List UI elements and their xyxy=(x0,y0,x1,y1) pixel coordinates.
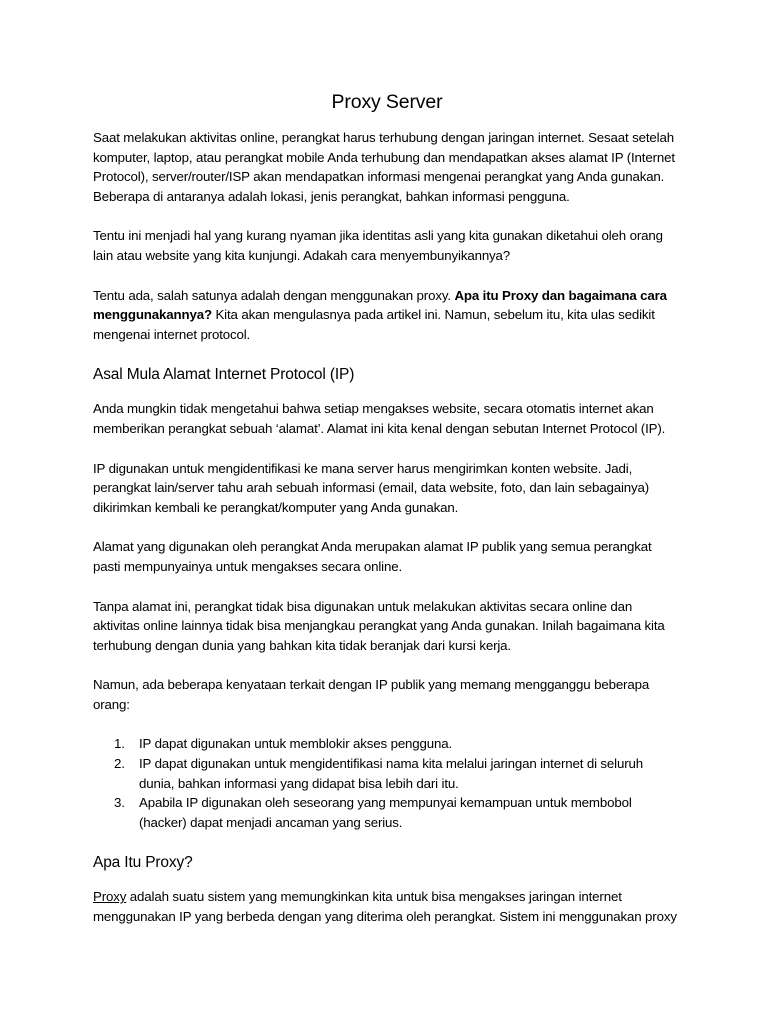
document-title: Proxy Server xyxy=(331,91,443,113)
document-content xyxy=(93,89,681,947)
intro-paragraph-3 xyxy=(93,286,681,345)
list-item xyxy=(93,754,681,793)
section-heading-what-is-proxy: Apa Itu Proxy? xyxy=(93,854,193,872)
intro-paragraph-2: Tentu ini menjadi hal yang kurang nyaman jika identitas asli yang kita gunakan diketahui oleh orang lain atau website yang kita kunjungi. Adakah cara menyembunyikannya? xyxy=(93,228,663,263)
list-item-number: 3. xyxy=(114,795,125,811)
list-item-text: IP dapat digunakan untuk memblokir akses pengguna. xyxy=(139,736,453,752)
section1-paragraph-1: Anda mungkin tidak mengetahui bahwa setiap mengakses website, secara otomatis internet akan memberikan perangkat sebuah ‘alamat’. Alamat ini kita kenal dengan sebutan Internet Protocol (IP). xyxy=(93,401,666,436)
section1-paragraph-2: IP digunakan untuk mengidentifikasi ke mana server harus mengirimkan konten website. Jadi, perangkat lain/server tahu arah sebuah informasi (email, data website, foto, dan lain sebagainya) dikirimkan kembali ke perangkat/komputer yang Anda gunakan. xyxy=(93,460,650,515)
section2-paragraph-1 xyxy=(93,887,681,926)
section2-paragraph-1-rest: adalah suatu sistem yang memungkinkan kita untuk bisa mengakses jaringan internet menggunakan IP yang berbeda dengan yang diterima oleh perangkat. Sistem ini menggunakan proxy xyxy=(93,889,677,925)
list-item xyxy=(93,734,681,754)
intro-paragraph-1: Saat melakukan aktivitas online, perangkat harus terhubung dengan jaringan internet. Sesaat setelah komputer, laptop, atau perangkat mobile Anda terhubung dan mendapatkan akses alamat IP (Internet Protocol), server/router/ISP akan mendapatkan informasi mengenai perangkat yang Anda gunakan. Beberapa di antaranya adalah lokasi, jenis perangkat, bahkan informasi pengguna. xyxy=(93,130,675,204)
list-item-number: 2. xyxy=(114,756,125,772)
list-item-text: Apabila IP digunakan oleh seseorang yang mempunyai kemampuan untuk membobol (hacker) dapat menjadi ancaman yang serius. xyxy=(139,795,632,830)
section-heading-ip-origin: Asal Mula Alamat Internet Protocol (IP) xyxy=(93,366,355,384)
list-item-number: 1. xyxy=(114,736,125,752)
proxy-link[interactable]: Proxy xyxy=(93,889,127,905)
intro-question-bold: Apa itu Proxy dan bagaimana cara menggunakannya? xyxy=(93,287,667,323)
intro-paragraph-3-end: Kita akan mengulasnya pada artikel ini. Namun, sebelum itu, kita ulas sedikit mengenai internet protocol. xyxy=(93,307,655,342)
list-item xyxy=(93,793,681,832)
section1-paragraph-4: Tanpa alamat ini, perangkat tidak bisa digunakan untuk melakukan aktivitas secara online dan aktivitas online lainnya tidak bisa menjangkau perangkat yang Anda gunakan. Inilah bagaimana kita terhubung dengan dunia yang bahkan kita tidak beranjak dari kursi kerja. xyxy=(93,598,665,653)
list-item-text: IP dapat digunakan untuk mengidentifikasi nama kita melalui jaringan internet di seluruh dunia, bahkan informasi yang didapat bisa lebih dari itu. xyxy=(139,756,643,791)
ip-issues-list xyxy=(93,734,681,832)
intro-paragraph-3-start: Tentu ada, salah satunya adalah dengan menggunakan proxy. xyxy=(93,287,455,303)
section1-paragraph-5: Namun, ada beberapa kenyataan terkait dengan IP publik yang memang mengganggu beberapa orang: xyxy=(93,677,650,712)
section1-paragraph-3: Alamat yang digunakan oleh perangkat Anda merupakan alamat IP publik yang semua perangkat pasti mempunyainya untuk mengakses secara online. xyxy=(93,539,652,574)
